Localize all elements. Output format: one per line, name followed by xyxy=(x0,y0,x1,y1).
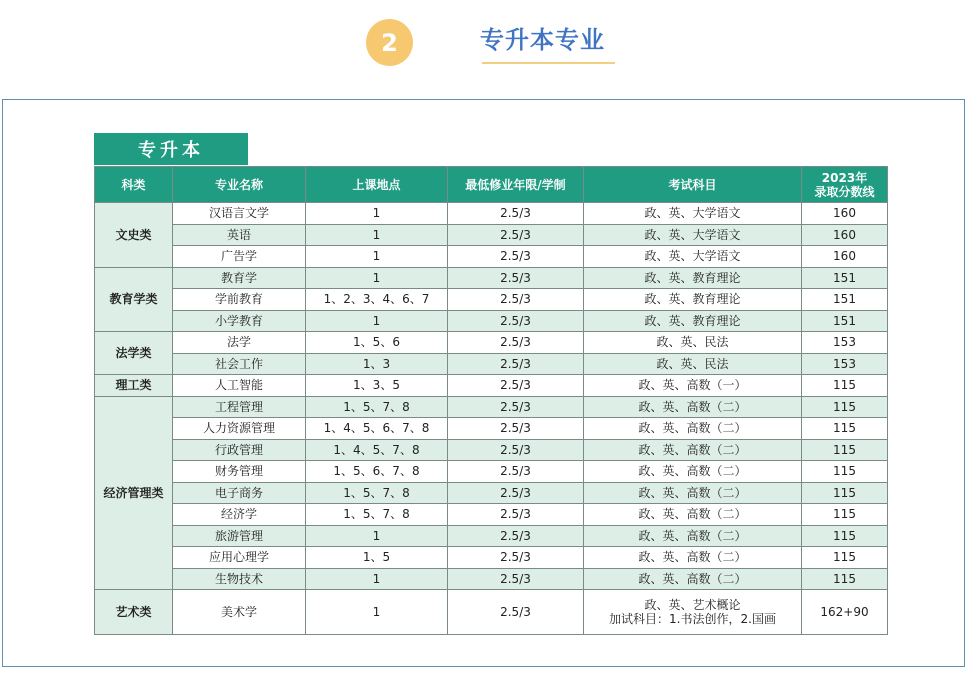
subjects-cell: 政、英、大学语文 xyxy=(584,246,802,268)
years-cell: 2.5/3 xyxy=(448,439,584,461)
table-row xyxy=(95,353,888,375)
location-cell: 1、5 xyxy=(306,547,448,569)
score-cell: 162+90 xyxy=(802,590,888,635)
location-cell: 1、2、3、4、6、7 xyxy=(306,289,448,311)
years-cell: 2.5/3 xyxy=(448,547,584,569)
subjects-cell: 政、英、大学语文 xyxy=(584,203,802,225)
score-cell: 115 xyxy=(802,525,888,547)
subjects-cell: 政、英、教育理论 xyxy=(584,310,802,332)
title-underline xyxy=(482,62,615,64)
header-score xyxy=(802,167,888,203)
location-cell: 1、5、7、8 xyxy=(306,482,448,504)
table-row xyxy=(95,590,888,635)
years-cell: 2.5/3 xyxy=(448,224,584,246)
major-cell: 人工智能 xyxy=(173,375,306,397)
table-row xyxy=(95,246,888,268)
table-row xyxy=(95,332,888,354)
major-cell: 社会工作 xyxy=(173,353,306,375)
table-row xyxy=(95,224,888,246)
header-score-year: 2023年 xyxy=(821,170,868,185)
table-body xyxy=(95,203,888,635)
table-row xyxy=(95,396,888,418)
score-cell: 151 xyxy=(802,310,888,332)
score-cell: 115 xyxy=(802,461,888,483)
subjects-cell: 政、英、高数（二） xyxy=(584,396,802,418)
table-row xyxy=(95,203,888,225)
subjects-cell: 政、英、高数（二） xyxy=(584,525,802,547)
years-cell: 2.5/3 xyxy=(448,353,584,375)
table-row xyxy=(95,375,888,397)
years-cell: 2.5/3 xyxy=(448,396,584,418)
score-cell: 115 xyxy=(802,482,888,504)
major-cell: 应用心理学 xyxy=(173,547,306,569)
score-cell: 160 xyxy=(802,246,888,268)
score-cell: 115 xyxy=(802,375,888,397)
table-header-row xyxy=(95,167,888,203)
category-tag: 专升本 xyxy=(94,133,248,165)
years-cell: 2.5/3 xyxy=(448,246,584,268)
subjects-cell: 政、英、民法 xyxy=(584,332,802,354)
major-cell: 旅游管理 xyxy=(173,525,306,547)
table-row xyxy=(95,525,888,547)
header-score-label: 录取分数线 xyxy=(814,184,875,199)
score-cell: 153 xyxy=(802,353,888,375)
major-cell: 电子商务 xyxy=(173,482,306,504)
major-cell: 工程管理 xyxy=(173,396,306,418)
score-cell: 115 xyxy=(802,547,888,569)
score-cell: 160 xyxy=(802,224,888,246)
section-header xyxy=(0,0,966,95)
years-cell: 2.5/3 xyxy=(448,289,584,311)
major-cell: 教育学 xyxy=(173,267,306,289)
header-years: 最低修业年限/学制 xyxy=(448,167,584,203)
table-row xyxy=(95,267,888,289)
location-cell: 1、5、6 xyxy=(306,332,448,354)
major-cell: 广告学 xyxy=(173,246,306,268)
location-cell: 1 xyxy=(306,246,448,268)
location-cell: 1、5、7、8 xyxy=(306,504,448,526)
score-cell: 115 xyxy=(802,439,888,461)
location-cell: 1 xyxy=(306,525,448,547)
location-cell: 1 xyxy=(306,590,448,635)
years-cell: 2.5/3 xyxy=(448,504,584,526)
major-cell: 法学 xyxy=(173,332,306,354)
category-cell: 文史类 xyxy=(95,203,173,268)
location-cell: 1、5、7、8 xyxy=(306,396,448,418)
score-cell: 151 xyxy=(802,267,888,289)
major-cell: 行政管理 xyxy=(173,439,306,461)
years-cell: 2.5/3 xyxy=(448,375,584,397)
header-category: 科类 xyxy=(95,167,173,203)
table-row xyxy=(95,289,888,311)
table-row xyxy=(95,418,888,440)
score-cell: 115 xyxy=(802,418,888,440)
section-title: 专升本专业 xyxy=(480,26,605,54)
subjects-cell: 政、英、高数（二） xyxy=(584,568,802,590)
category-cell: 法学类 xyxy=(95,332,173,375)
majors-table xyxy=(94,166,888,635)
location-cell: 1 xyxy=(306,203,448,225)
location-cell: 1、3 xyxy=(306,353,448,375)
step-number-badge: 2 xyxy=(366,19,413,66)
subjects-cell: 政、英、大学语文 xyxy=(584,224,802,246)
location-cell: 1、4、5、7、8 xyxy=(306,439,448,461)
years-cell: 2.5/3 xyxy=(448,310,584,332)
subjects-cell: 政、英、高数（二） xyxy=(584,418,802,440)
category-cell: 经济管理类 xyxy=(95,396,173,590)
major-cell: 生物技术 xyxy=(173,568,306,590)
score-cell: 115 xyxy=(802,504,888,526)
location-cell: 1、4、5、6、7、8 xyxy=(306,418,448,440)
location-cell: 1 xyxy=(306,310,448,332)
subjects-cell xyxy=(584,590,802,635)
subjects-cell: 政、英、教育理论 xyxy=(584,267,802,289)
table-row xyxy=(95,568,888,590)
major-cell: 人力资源管理 xyxy=(173,418,306,440)
subjects-cell: 政、英、高数（二） xyxy=(584,482,802,504)
subjects-cell: 政、英、民法 xyxy=(584,353,802,375)
years-cell: 2.5/3 xyxy=(448,203,584,225)
major-cell: 经济学 xyxy=(173,504,306,526)
years-cell: 2.5/3 xyxy=(448,590,584,635)
score-cell: 115 xyxy=(802,396,888,418)
category-cell: 艺术类 xyxy=(95,590,173,635)
score-cell: 153 xyxy=(802,332,888,354)
subjects-cell: 政、英、高数（二） xyxy=(584,461,802,483)
years-cell: 2.5/3 xyxy=(448,418,584,440)
years-cell: 2.5/3 xyxy=(448,525,584,547)
major-cell: 汉语言文学 xyxy=(173,203,306,225)
major-cell: 学前教育 xyxy=(173,289,306,311)
table-row xyxy=(95,482,888,504)
category-cell: 理工类 xyxy=(95,375,173,397)
major-cell: 美术学 xyxy=(173,590,306,635)
location-cell: 1 xyxy=(306,568,448,590)
years-cell: 2.5/3 xyxy=(448,267,584,289)
major-cell: 英语 xyxy=(173,224,306,246)
table-row xyxy=(95,439,888,461)
major-cell: 财务管理 xyxy=(173,461,306,483)
subjects-cell: 政、英、高数（二） xyxy=(584,439,802,461)
location-cell: 1、3、5 xyxy=(306,375,448,397)
subjects-cell: 政、英、高数（一） xyxy=(584,375,802,397)
score-cell: 160 xyxy=(802,203,888,225)
years-cell: 2.5/3 xyxy=(448,482,584,504)
subjects-cell: 政、英、高数（二） xyxy=(584,547,802,569)
subjects-extra: 加试科目：1.书法创作，2.国画 xyxy=(609,612,776,626)
subjects-main: 政、英、艺术概论 xyxy=(644,598,741,612)
table-row xyxy=(95,547,888,569)
location-cell: 1 xyxy=(306,267,448,289)
years-cell: 2.5/3 xyxy=(448,461,584,483)
table-row xyxy=(95,310,888,332)
table-row xyxy=(95,461,888,483)
location-cell: 1、5、6、7、8 xyxy=(306,461,448,483)
header-location: 上课地点 xyxy=(306,167,448,203)
years-cell: 2.5/3 xyxy=(448,568,584,590)
category-cell: 教育学类 xyxy=(95,267,173,332)
table-row xyxy=(95,504,888,526)
header-subjects: 考试科目 xyxy=(584,167,802,203)
location-cell: 1 xyxy=(306,224,448,246)
subjects-cell: 政、英、教育理论 xyxy=(584,289,802,311)
major-cell: 小学教育 xyxy=(173,310,306,332)
subjects-cell: 政、英、高数（二） xyxy=(584,504,802,526)
score-cell: 115 xyxy=(802,568,888,590)
years-cell: 2.5/3 xyxy=(448,332,584,354)
header-major: 专业名称 xyxy=(173,167,306,203)
score-cell: 151 xyxy=(802,289,888,311)
